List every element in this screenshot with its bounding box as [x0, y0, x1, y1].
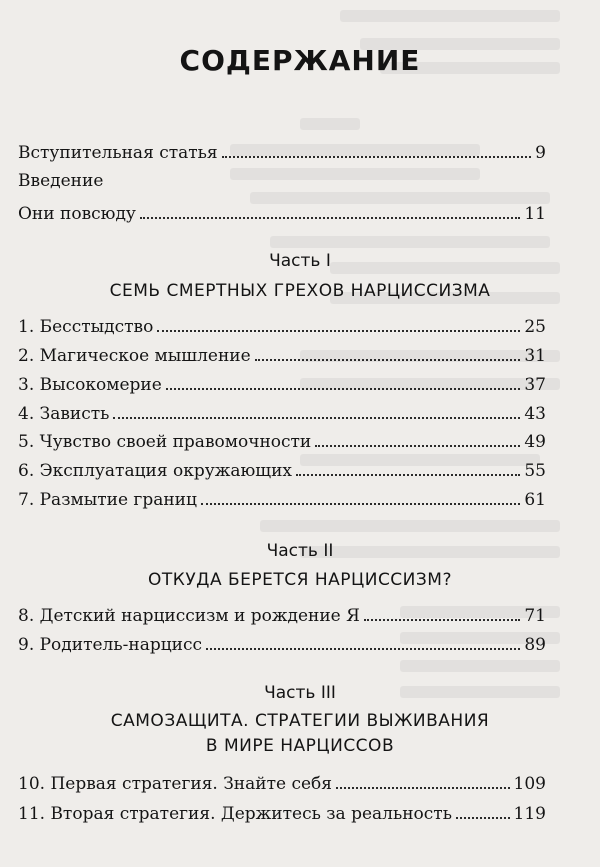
- part-1-heading: Часть I: [269, 251, 331, 271]
- part-1-subtitle: СЕМЬ СМЕРТНЫХ ГРЕХОВ НАРЦИССИЗМА: [109, 281, 491, 301]
- entry-label: Они повсюду: [18, 204, 136, 224]
- toc-entry-chapter-3: [18, 372, 546, 396]
- dot-leader: [296, 458, 520, 476]
- toc-entry-introduction: [18, 170, 546, 192]
- entry-label: 10. Первая стратегия. Знайте себя: [18, 774, 333, 794]
- entry-page-number: 61: [524, 490, 546, 510]
- entry-label: 3. Высокомерие: [18, 375, 162, 395]
- dot-leader: [336, 771, 510, 789]
- toc-entry-chapter-6: [18, 458, 546, 482]
- dot-leader: [201, 487, 520, 505]
- entry-page-number: 109: [513, 774, 546, 794]
- part-2-heading: Часть II: [266, 541, 334, 561]
- entry-page-number: 43: [524, 404, 546, 424]
- entry-page-number: 119: [513, 804, 546, 824]
- part-3-subtitle-line-2: В МИРЕ НАРЦИССОВ: [205, 736, 395, 756]
- entry-page-number: 31: [524, 346, 546, 366]
- contents-title: СОДЕРЖАНИЕ: [179, 44, 421, 77]
- toc-entry-chapter-8: [18, 603, 546, 627]
- entry-label: 11. Вторая стратегия. Держитесь за реальность: [18, 804, 452, 824]
- toc-entry-chapter-9: [18, 632, 546, 656]
- toc-entry-everywhere: [18, 201, 546, 225]
- dot-leader: [456, 801, 510, 819]
- part-3-subtitle-line-1: САМОЗАЩИТА. СТРАТЕГИИ ВЫЖИВАНИЯ: [110, 711, 490, 731]
- entry-page-number: 89: [524, 635, 546, 655]
- toc-entry-chapter-5: [18, 429, 546, 453]
- part-3-heading: Часть III: [264, 683, 336, 703]
- entry-label: 1. Бесстыдство: [18, 317, 154, 337]
- entry-label: 7. Размытие границ: [18, 490, 197, 510]
- entry-label: 5. Чувство своей правомочности: [18, 432, 312, 452]
- toc-entry-foreword: [18, 140, 546, 164]
- toc-entry-chapter-4: [18, 401, 546, 425]
- dot-leader: [140, 201, 520, 219]
- entry-page-number: 71: [524, 606, 546, 626]
- entry-label: 6. Эксплуатация окружающих: [18, 461, 293, 481]
- entry-page-number: 11: [524, 204, 546, 224]
- toc-entry-chapter-11: [18, 801, 546, 825]
- entry-label: Введение: [18, 171, 104, 191]
- entry-page-number: 37: [524, 375, 546, 395]
- dot-leader: [315, 429, 520, 447]
- toc-entry-chapter-1: [18, 314, 546, 338]
- entry-label: 8. Детский нарциссизм и рождение Я: [18, 606, 360, 626]
- dot-leader: [206, 632, 520, 650]
- entry-page-number: 9: [535, 143, 546, 163]
- dot-leader: [364, 603, 520, 621]
- toc-entry-chapter-10: [18, 771, 546, 795]
- entry-label: 9. Родитель-нарцисс: [18, 635, 203, 655]
- toc-entry-chapter-2: [18, 343, 546, 367]
- part-2-subtitle: ОТКУДА БЕРЕТСЯ НАРЦИССИЗМ?: [147, 570, 452, 590]
- dot-leader: [255, 343, 521, 361]
- toc-entry-chapter-7: [18, 487, 546, 511]
- entry-page-number: 49: [524, 432, 546, 452]
- entry-label: 2. Магическое мышление: [18, 346, 251, 366]
- entry-page-number: 55: [524, 461, 546, 481]
- dot-leader: [157, 314, 520, 332]
- entry-label: Вступительная статья: [18, 143, 218, 163]
- dot-leader: [222, 140, 532, 158]
- dot-leader: [113, 401, 520, 419]
- entry-label: 4. Зависть: [18, 404, 110, 424]
- entry-page-number: 25: [524, 317, 546, 337]
- dot-leader: [166, 372, 521, 390]
